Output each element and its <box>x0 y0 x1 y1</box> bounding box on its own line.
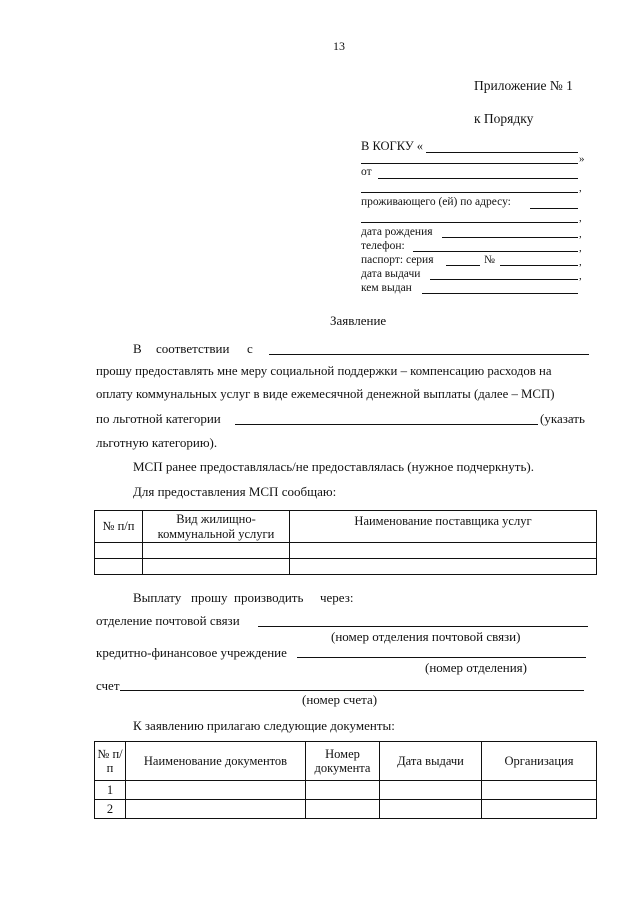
docs-header-name: Наименование документов <box>126 742 306 781</box>
comma: , <box>579 270 582 282</box>
addressee-from-label: от <box>361 166 372 178</box>
addressee-from-line-2 <box>361 192 578 193</box>
comma: , <box>579 182 582 194</box>
addressee-passport-no-line <box>500 265 578 266</box>
addressee-phone-line <box>413 251 578 252</box>
table1-header-provider: Наименование поставщика услуг <box>290 511 597 543</box>
table1-cell[interactable] <box>143 543 290 559</box>
addressee-org-line <box>361 163 578 164</box>
table-row <box>95 543 597 559</box>
body-line-3: оплату коммунальных услуг в виде ежемесячной денежной выплаты (далее – МСП) <box>96 387 555 401</box>
docs-cell[interactable] <box>126 800 306 819</box>
addressee-address-line-2 <box>361 222 578 223</box>
document-heading: Заявление <box>330 313 387 328</box>
table1-header-number: № п/п <box>95 511 143 543</box>
documents-intro: К заявлению прилагаю следующие документы: <box>133 718 395 733</box>
body-line-2: прошу предоставлять мне меру социальной поддержки – компенсацию расходов на <box>96 364 552 378</box>
body-line-1-word-1: В <box>133 341 142 356</box>
table1-cell[interactable] <box>95 559 143 575</box>
body-line-4-suffix: (указать <box>540 411 585 426</box>
comma: , <box>579 242 582 254</box>
post-office-hint: (номер отделения почтовой связи) <box>331 629 521 644</box>
table1-cell[interactable] <box>290 559 597 575</box>
table-row <box>95 559 597 575</box>
addressee-close-quote: » <box>579 153 585 165</box>
table-row <box>95 781 597 800</box>
addressee-address-label: проживающего (ей) по адресу: <box>361 196 511 208</box>
bank-hint: (номер отделения) <box>425 660 527 675</box>
docs-cell[interactable] <box>380 800 482 819</box>
addressee-passport-label: паспорт: серия <box>361 254 434 266</box>
docs-cell[interactable] <box>306 800 380 819</box>
payment-intro-word-1: Выплату <box>133 590 182 605</box>
payment-intro-word-4: через: <box>320 590 354 605</box>
comma: , <box>579 228 582 240</box>
body-line-1-word-2: соответствии <box>156 341 230 356</box>
docs-cell[interactable] <box>126 781 306 800</box>
account-label: счет <box>96 678 120 693</box>
docs-cell[interactable] <box>482 781 597 800</box>
appendix-subtitle: к Порядку <box>474 111 534 126</box>
addressee-to-label: В КОГКУ « <box>361 139 424 153</box>
addressee-issued-by-label: кем выдан <box>361 282 412 294</box>
bank-label: кредитно-финансовое учреждение <box>96 645 287 660</box>
body-para-3: Для предоставления МСП сообщаю: <box>133 484 337 499</box>
addressee-birth-line <box>442 237 578 238</box>
docs-cell-number: 1 <box>95 781 126 800</box>
addressee-to-line <box>426 152 578 153</box>
body-line-1-word-3: с <box>247 341 253 356</box>
comma: , <box>579 212 582 224</box>
payment-intro-word-2: прошу <box>191 590 228 605</box>
docs-header-doc-number: Номер документа <box>306 742 380 781</box>
comma: , <box>579 256 582 268</box>
account-hint: (номер счета) <box>302 692 378 707</box>
docs-header-number: № п/п <box>95 742 126 781</box>
docs-header-organization: Организация <box>482 742 597 781</box>
post-office-label: отделение почтовой связи <box>96 613 240 628</box>
page-number: 13 <box>333 39 345 53</box>
body-line-4-prefix: по льготной категории <box>96 411 221 426</box>
payment-intro-word-3: производить <box>234 590 304 605</box>
addressee-issued-by-line <box>422 293 578 294</box>
addressee-passport-no-label: № <box>484 254 495 266</box>
body-line-5: льготную категорию). <box>96 435 218 450</box>
documents-table <box>94 741 597 819</box>
body-para-2: МСП ранее предоставлялась/не предоставлялась (нужное подчеркнуть). <box>133 459 534 474</box>
addressee-from-line <box>378 178 578 179</box>
docs-cell[interactable] <box>482 800 597 819</box>
docs-header-issue-date: Дата выдачи <box>380 742 482 781</box>
table1-cell[interactable] <box>143 559 290 575</box>
appendix-title: Приложение № 1 <box>474 78 573 93</box>
docs-cell[interactable] <box>306 781 380 800</box>
addressee-issue-date-line <box>430 279 578 280</box>
docs-cell[interactable] <box>380 781 482 800</box>
addressee-address-line <box>530 208 578 209</box>
utility-services-table <box>94 510 597 575</box>
body-category-blank <box>235 424 538 425</box>
table1-cell[interactable] <box>290 543 597 559</box>
addressee-phone-label: телефон: <box>361 240 405 252</box>
account-line <box>120 690 584 691</box>
addressee-birth-label: дата рождения <box>361 226 433 238</box>
addressee-passport-series-line <box>446 265 480 266</box>
body-line-1-blank <box>269 354 589 355</box>
bank-line <box>297 657 586 658</box>
addressee-issue-date-label: дата выдачи <box>361 268 421 280</box>
table1-header-service: Вид жилищно-коммунальной услуги <box>143 511 290 543</box>
table1-cell[interactable] <box>95 543 143 559</box>
table-row <box>95 800 597 819</box>
docs-cell-number: 2 <box>95 800 126 819</box>
post-office-line <box>258 626 588 627</box>
